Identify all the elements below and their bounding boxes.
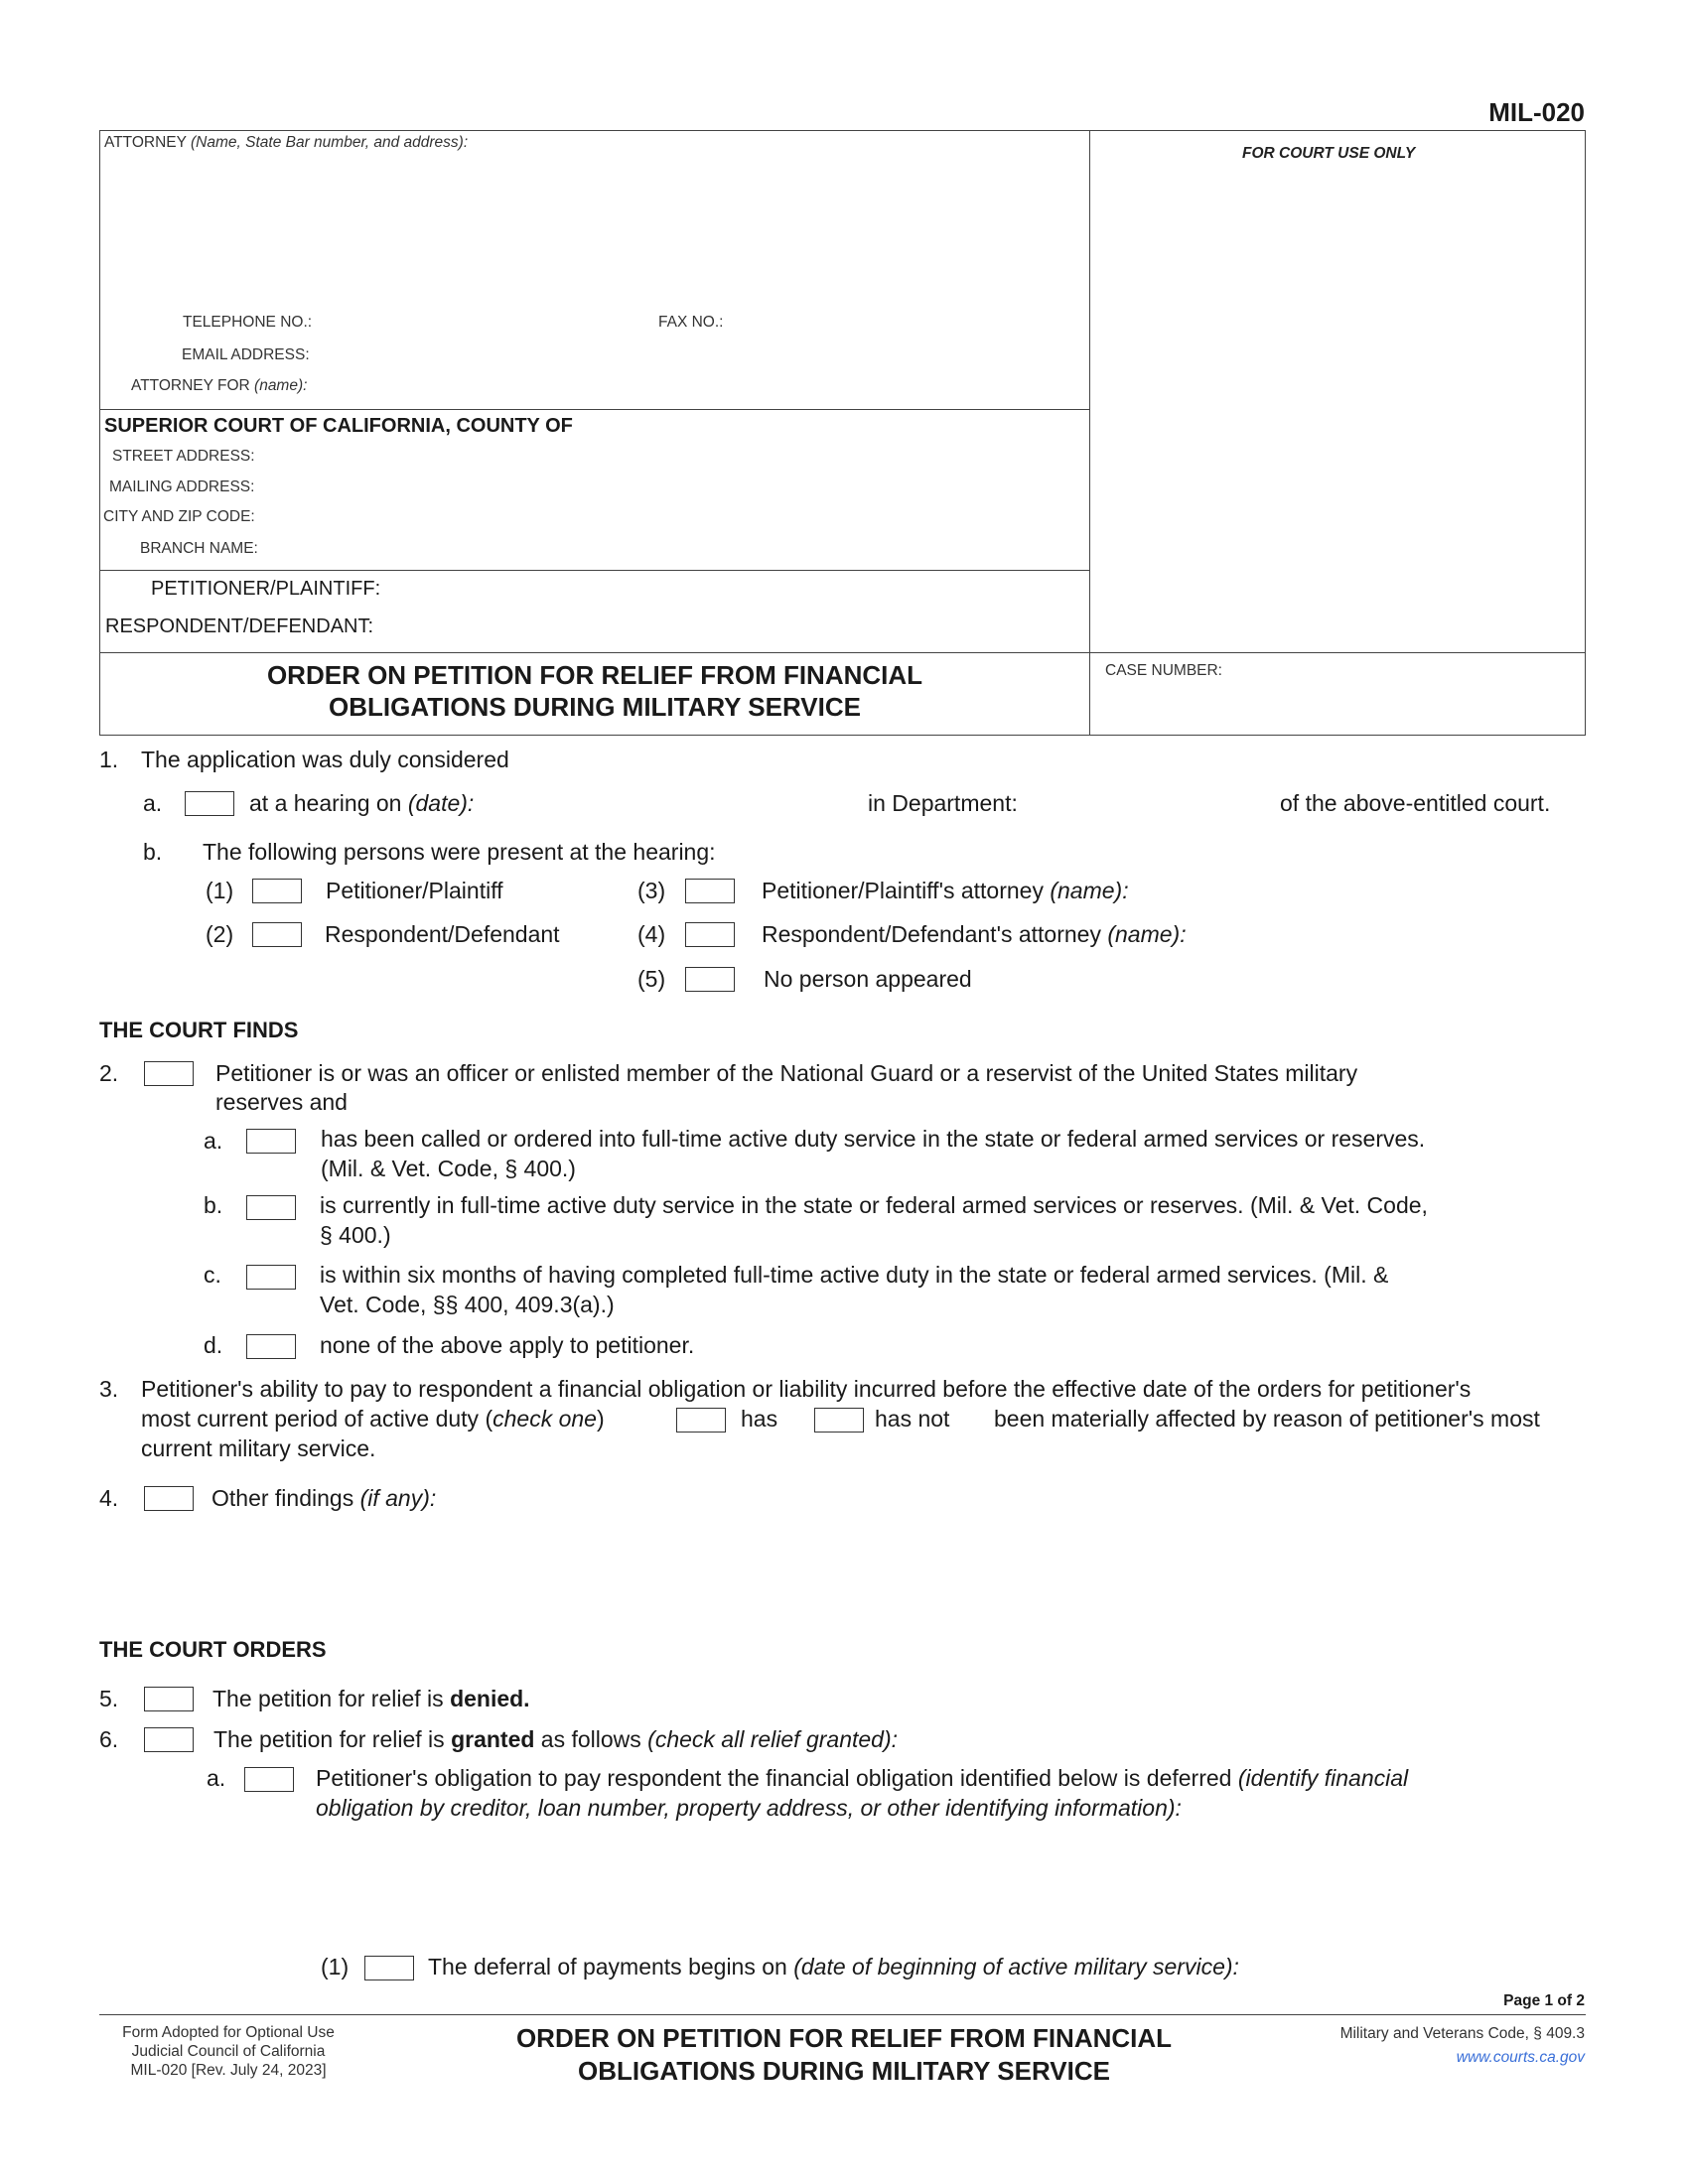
person1-number: (1) xyxy=(206,878,234,903)
footer-title-line1: ORDER ON PETITION FOR RELIEF FROM FINANCIAL xyxy=(515,2023,1173,2053)
street-address-label: STREET ADDRESS: xyxy=(112,448,255,465)
person2-label: Respondent/Defendant xyxy=(325,921,560,947)
item2b-letter: b. xyxy=(204,1192,223,1218)
footer-left-line1: Form Adopted for Optional Use xyxy=(122,2024,335,2041)
item1a-checkbox[interactable] xyxy=(185,791,234,816)
mailing-address-label: MAILING ADDRESS: xyxy=(109,478,255,495)
item4-number: 4. xyxy=(99,1485,119,1511)
email-label: EMAIL ADDRESS: xyxy=(182,346,310,363)
item3-has-label: has xyxy=(741,1406,778,1432)
item6a1-number: (1) xyxy=(321,1954,350,1979)
item2d-checkbox[interactable] xyxy=(246,1334,296,1359)
item2d-line1: none of the above apply to petitioner. xyxy=(320,1332,695,1358)
item6a1-text: The deferral of payments begins on (date of beginning of active military service): xyxy=(428,1954,1239,1979)
item2a-letter: a. xyxy=(204,1128,223,1154)
item2b-line2: § 400.) xyxy=(320,1222,391,1248)
item3-has-not-checkbox[interactable] xyxy=(814,1408,864,1433)
item4-text: Other findings (if any): xyxy=(211,1485,437,1511)
item2c-line1: is within six months of having completed full-time active duty in the state or federal armed services. (Mil. & xyxy=(320,1262,1389,1288)
item1b-letter: b. xyxy=(143,839,163,865)
person1-label: Petitioner/Plaintiff xyxy=(326,878,503,903)
item2a-line2: (Mil. & Vet. Code, § 400.) xyxy=(321,1156,576,1181)
person3-number: (3) xyxy=(637,878,666,903)
item6-checkbox[interactable] xyxy=(144,1727,194,1752)
form-id: MIL-020 xyxy=(1488,97,1585,127)
item1-text: The application was duly considered xyxy=(141,747,509,772)
item2-line1: Petitioner is or was an officer or enlisted member of the National Guard or a reservist of the United States military xyxy=(215,1060,1358,1086)
person5-label: No person appeared xyxy=(764,966,972,992)
person4-label: Respondent/Defendant's attorney (name): xyxy=(762,921,1187,947)
item2a-line1: has been called or ordered into full-time active duty service in the state or federal armed services or reserves. xyxy=(321,1126,1426,1152)
item6a1-checkbox[interactable] xyxy=(364,1956,414,1980)
item4-checkbox[interactable] xyxy=(144,1486,194,1511)
item1b-text: The following persons were present at the hearing: xyxy=(203,839,716,865)
page-number: Page 1 of 2 xyxy=(1503,1992,1585,2009)
person3-label: Petitioner/Plaintiff's attorney (name): xyxy=(762,878,1129,903)
item5-number: 5. xyxy=(99,1686,119,1711)
item6a-letter: a. xyxy=(207,1765,226,1791)
item3-line2: most current period of active duty (check one) xyxy=(141,1406,605,1432)
footer-title-line2: OBLIGATIONS DURING MILITARY SERVICE xyxy=(578,2056,1110,2086)
court-finds-heading: THE COURT FINDS xyxy=(99,1018,299,1042)
item6a-line2: obligation by creditor, loan number, property address, or other identifying information): xyxy=(316,1795,1182,1821)
item1a-department: in Department: xyxy=(868,790,1018,816)
person4-number: (4) xyxy=(637,921,666,947)
person1-checkbox[interactable] xyxy=(252,879,302,903)
case-number-label: CASE NUMBER: xyxy=(1105,662,1222,679)
branch-name-label: BRANCH NAME: xyxy=(140,540,258,557)
item3-line2-end: been materially affected by reason of petitioner's most xyxy=(994,1406,1540,1432)
court-use-label: FOR COURT USE ONLY xyxy=(1242,145,1416,162)
fax-label: FAX NO.: xyxy=(658,314,724,331)
item3-line3: current military service. xyxy=(141,1435,376,1461)
item1a-letter: a. xyxy=(143,790,163,816)
item6a-checkbox[interactable] xyxy=(244,1767,294,1792)
attorney-label: ATTORNEY (Name, State Bar number, and address): xyxy=(104,134,469,151)
court-orders-heading: THE COURT ORDERS xyxy=(99,1637,327,1662)
item3-number: 3. xyxy=(99,1376,119,1402)
footer-left-line2: Judicial Council of California xyxy=(131,2043,326,2060)
person4-checkbox[interactable] xyxy=(685,922,735,947)
person5-checkbox[interactable] xyxy=(685,967,735,992)
city-zip-label: CITY AND ZIP CODE: xyxy=(103,508,255,525)
caption-divider-vertical xyxy=(1089,130,1090,736)
item2c-checkbox[interactable] xyxy=(246,1265,296,1290)
petitioner-label: PETITIONER/PLAINTIFF: xyxy=(151,578,381,600)
telephone-label: TELEPHONE NO.: xyxy=(183,314,313,331)
respondent-label: RESPONDENT/DEFENDANT: xyxy=(105,615,374,637)
person2-checkbox[interactable] xyxy=(252,922,302,947)
caption-title-line2: OBLIGATIONS DURING MILITARY SERVICE xyxy=(329,692,861,722)
item6a-line1: Petitioner's obligation to pay respondent the financial obligation identified below is deferred (identify financial xyxy=(316,1765,1409,1791)
item3-has-checkbox[interactable] xyxy=(676,1408,726,1433)
item2c-letter: c. xyxy=(204,1262,221,1288)
caption-divider-parties xyxy=(99,570,1090,571)
item2-line2: reserves and xyxy=(215,1089,348,1115)
item2-number: 2. xyxy=(99,1060,119,1086)
footer-statute: Military and Veterans Code, § 409.3 xyxy=(1339,2025,1585,2042)
item1-number: 1. xyxy=(99,747,119,772)
item6-number: 6. xyxy=(99,1726,119,1752)
item2b-checkbox[interactable] xyxy=(246,1195,296,1220)
item2d-letter: d. xyxy=(204,1332,223,1358)
item1a-text: at a hearing on (date): xyxy=(249,790,475,816)
item6-text: The petition for relief is granted as follows (check all relief granted): xyxy=(213,1726,899,1752)
footer-rule xyxy=(99,2014,1586,2015)
item2a-checkbox[interactable] xyxy=(246,1129,296,1154)
court-name-label: SUPERIOR COURT OF CALIFORNIA, COUNTY OF xyxy=(104,415,573,437)
item1a-end: of the above-entitled court. xyxy=(1280,790,1551,816)
item2c-line2: Vet. Code, §§ 400, 409.3(a).) xyxy=(320,1292,615,1317)
person5-number: (5) xyxy=(637,966,666,992)
item2b-line1: is currently in full-time active duty service in the state or federal armed services or reserves. (Mil. & Vet. Code, xyxy=(320,1192,1428,1218)
caption-divider-title xyxy=(99,652,1586,653)
item5-checkbox[interactable] xyxy=(144,1687,194,1711)
caption-title-line1: ORDER ON PETITION FOR RELIEF FROM FINANCIAL xyxy=(266,660,923,690)
person2-number: (2) xyxy=(206,921,234,947)
attorney-for-label: ATTORNEY FOR (name): xyxy=(131,377,308,394)
footer-website-link[interactable]: www.courts.ca.gov xyxy=(1456,2049,1585,2066)
item3-has-not-label: has not xyxy=(875,1406,950,1432)
item3-line1: Petitioner's ability to pay to respondent a financial obligation or liability incurred before the effective date of the orders for petitioner's xyxy=(141,1376,1472,1402)
person3-checkbox[interactable] xyxy=(685,879,735,903)
item2-checkbox[interactable] xyxy=(144,1061,194,1086)
item5-text: The petition for relief is denied. xyxy=(212,1686,530,1711)
footer-left-line3: MIL-020 [Rev. July 24, 2023] xyxy=(130,2062,327,2079)
caption-divider-court xyxy=(99,409,1090,410)
